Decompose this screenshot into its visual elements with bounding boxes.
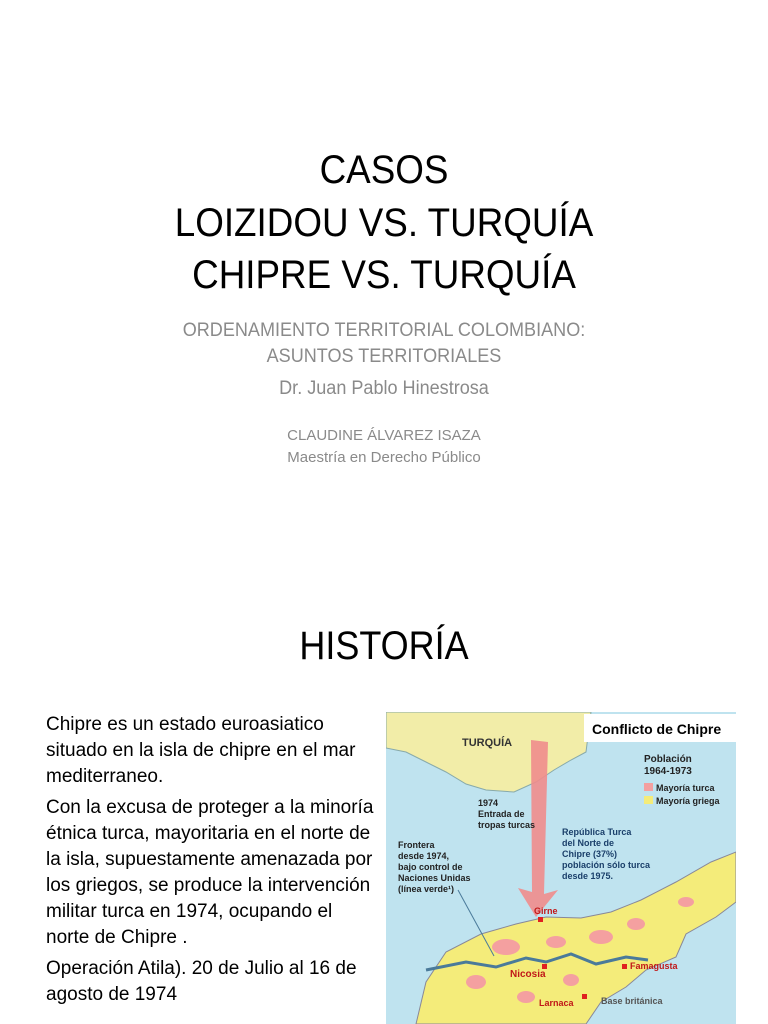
border-label-2: desde 1974, [398,851,450,861]
republic-label-4: población sólo turca [562,860,651,870]
border-label-4: Naciones Unidas [398,873,471,883]
republic-label-2: del Norte de [562,838,615,848]
entry-label-3: tropas turcas [478,820,536,830]
republic-label-1: República Turca [562,827,632,837]
border-label-3: bajo control de [398,862,463,872]
city-gime: Girne [534,906,558,916]
city-marker-larnaca [582,994,587,999]
republic-label-3: Chipre (37%) [562,849,618,859]
professor-name: Dr. Juan Pablo Hinestrosa [279,378,489,399]
program-name: Maestría en Derecho Público [287,449,481,466]
history-slide [0,600,768,1024]
paragraph-2: Con la excusa de proteger a la minoría étnica turca, mayoritaria en el norte de la isla, supuestamente amenazada por los griegos, se produce la intervención militar turca en 1974, ocupando el norte de Chipre . [46,797,374,948]
legend-turkish: Mayoría turca [656,783,715,793]
british-base-label: Base británica [601,996,663,1006]
city-marker-gime [538,917,543,922]
entry-label-2: Entrada de [478,809,525,819]
subtitle-line-1: ORDENAMIENTO TERRITORIAL COLOMBIANO: [182,320,586,341]
border-label-5: (línea verde¹) [398,884,455,894]
subtitle-line-2: ASUNTOS TERRITORIALES [266,346,502,367]
republic-label-5: desde 1975. [562,871,614,881]
city-famagusta: Famagusta [630,961,678,971]
title-line-1: CASOS [319,148,449,192]
legend-swatch-greek [644,796,653,804]
city-larnaca: Larnaca [539,998,574,1008]
author-name: CLAUDINE ÁLVAREZ ISAZA [287,427,481,444]
turkey-label: TURQUÍA [462,737,513,749]
map-title: Conflicto de Chipre [592,721,722,737]
city-marker-famagusta [622,964,627,969]
title-line-3: CHIPRE VS. TURQUÍA [192,253,576,297]
entry-label-1: 1974 [478,798,499,808]
legend-greek: Mayoría griega [656,796,720,806]
title-line-2: LOIZIDOU VS. TURQUÍA [174,201,594,245]
city-nicosia: Nicosia [510,969,546,980]
paragraph-1: Chipre es un estado euroasiatico situado en la isla de chipre en el mar mediterraneo. [46,714,356,787]
cyprus-conflict-map [386,712,736,1024]
border-label-1: Frontera [398,840,435,850]
history-body [46,712,376,1013]
paragraph-3: Operación Atila). 20 de Julio al 16 de agosto de 1974 [46,958,357,1005]
legend-swatch-turkish [644,783,653,791]
history-heading: HISTORÍA [299,624,469,668]
population-label-1: Población [644,754,692,765]
population-label-2: 1964-1973 [644,766,692,777]
